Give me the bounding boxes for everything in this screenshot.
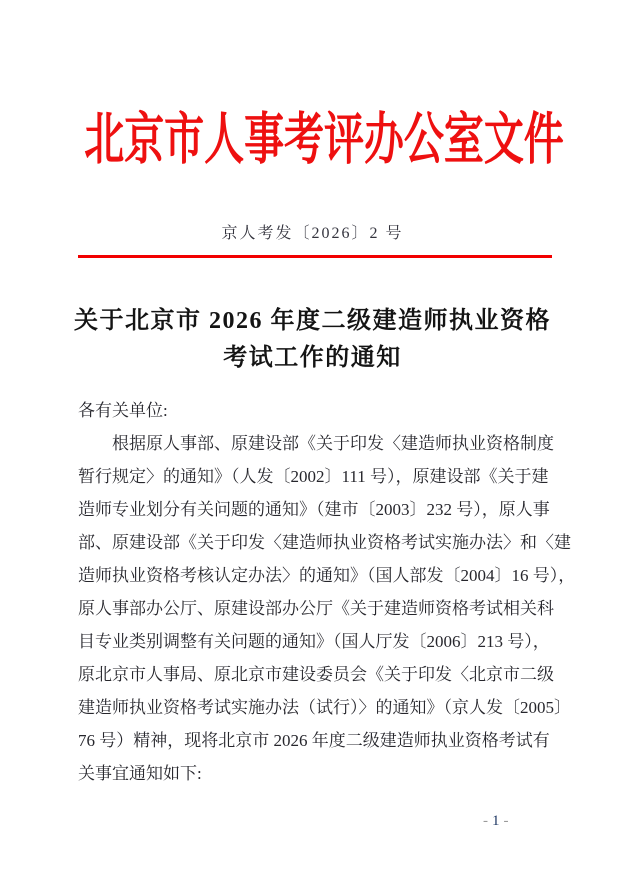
page-number-value: 1 [492, 813, 500, 829]
body-line: 原北京市人事局、原北京市建设委员会《关于印发〈北京市二级 [78, 665, 554, 684]
page-number [483, 813, 509, 830]
body-line: 76 号）精神，现将北京市 2026 年度二级建造师执业资格考试有 [78, 731, 550, 750]
page-number-dash-right: - [503, 813, 509, 829]
document-number: 京人考发〔2026〕2 号 [221, 225, 404, 242]
notice-body [78, 394, 576, 790]
body-line: 根据原人事部、原建设部《关于印发〈建造师执业资格制度 [112, 434, 554, 453]
letterhead-title-text: 北京市人事考评办公室文件 [84, 108, 564, 172]
letterhead-title [0, 104, 625, 176]
body-line: 关事宜通知如下: [78, 764, 202, 783]
salutation: 各有关单位: [78, 401, 168, 420]
body-line: 部、原建设部《关于印发〈建造师执业资格考试实施办法〉和〈建 [78, 533, 571, 552]
body-line: 造师执业资格考核认定办法〉的通知》（国人部发〔2004〕16 号）， [78, 566, 576, 585]
notice-title [0, 303, 625, 377]
body-line: 原人事部办公厅、原建设部办公厅《关于建造师资格考试相关科 [78, 599, 554, 618]
page-number-dash-left: - [483, 813, 488, 829]
notice-title-line-1: 关于北京市 2026 年度二级建造师执业资格 [74, 308, 551, 334]
body-line: 建造师执业资格考试实施办法（试行）〉的通知》（京人发〔2005〕 [78, 698, 571, 717]
body-line: 造师专业划分有关问题的通知》（建市〔2003〕232 号），原人事 [78, 500, 550, 519]
body-line: 目专业类别调整有关问题的通知》（国人厅发〔2006〕213 号）， [78, 632, 550, 651]
body-line: 暂行规定〉的通知》（人发〔2002〕111 号），原建设部《关于建 [78, 467, 549, 486]
red-divider-rule [78, 255, 552, 258]
notice-title-line-2: 考试工作的通知 [223, 345, 402, 371]
